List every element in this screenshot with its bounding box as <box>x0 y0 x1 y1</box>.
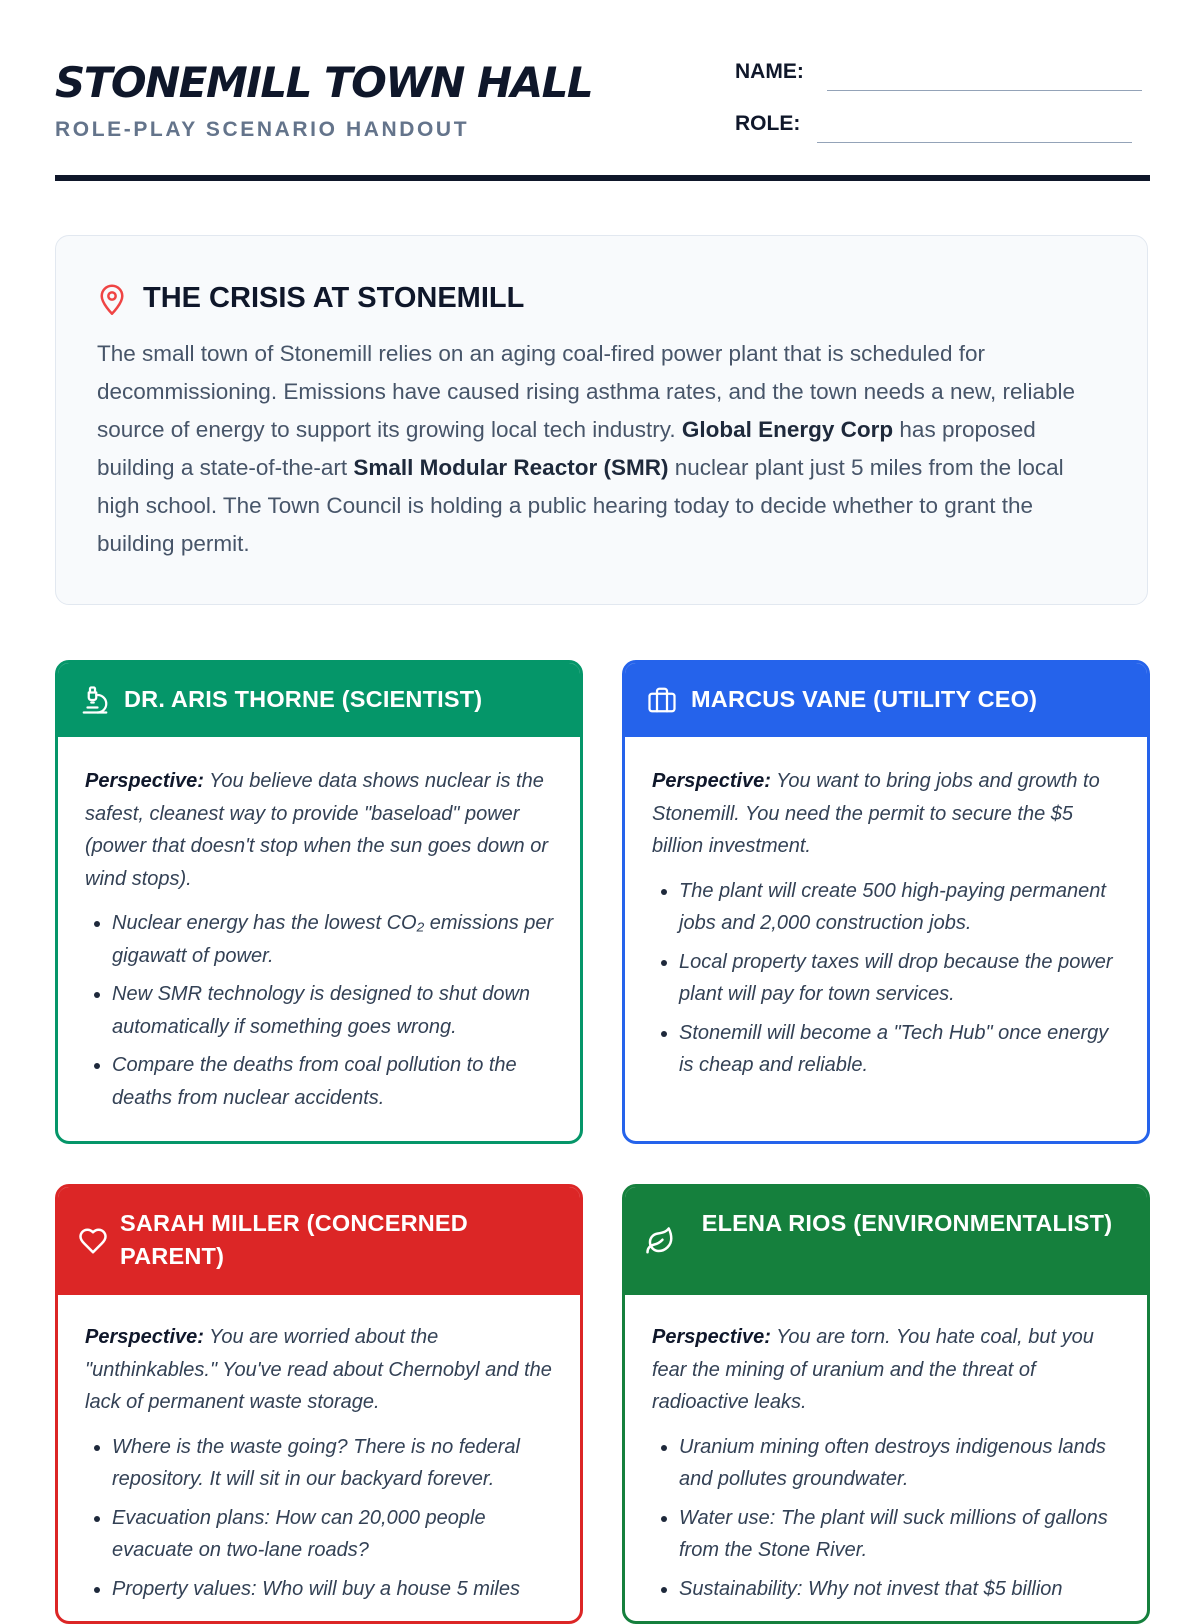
perspective-text: Perspective: You are torn. You hate coal, but you fear the mining of uranium and the threat of radioactive leaks. <box>652 1326 1094 1413</box>
talking-points <box>652 1431 1125 1606</box>
card-title: ELENA RIOS (ENVIRONMENTALIST) <box>701 1210 1113 1236</box>
list-item: • Water use: The plant will suck millions of gallons from the Stone River. <box>679 1502 1125 1567</box>
card-title: MARCUS VANE (UTILITY CEO) <box>691 686 1038 712</box>
role-card-ceo <box>622 660 1150 1144</box>
list-item: • Uranium mining often destroys indigenous lands and pollutes groundwater. <box>679 1431 1125 1496</box>
page-title: STONEMILL TOWN HALL <box>55 58 593 107</box>
role-card-scientist <box>55 660 583 1144</box>
perspective-text: Perspective: You are worried about the "unthinkables." You've read about Chernobyl and the lack of permanent waste storage. <box>85 1326 552 1413</box>
list-item: • Evacuation plans: How can 20,000 people evacuate on two-lane roads? <box>112 1502 558 1567</box>
card-header <box>58 1187 580 1295</box>
card-content <box>652 1321 1125 1611</box>
list-item: • Local property taxes will drop because the power plant will pay for town services. <box>679 946 1125 1011</box>
role-card-parent <box>55 1184 583 1624</box>
briefcase-icon <box>647 685 677 715</box>
page-subtitle: ROLE-PLAY SCENARIO HANDOUT <box>55 118 470 141</box>
talking-points <box>85 907 558 1114</box>
handout-header <box>55 52 1150 177</box>
list-item: • Compare the deaths from coal pollution to the deaths from nuclear accidents. <box>112 1049 558 1114</box>
card-header <box>625 663 1147 737</box>
list-item: • Nuclear energy has the lowest CO₂ emissions per gigawatt of power. <box>112 907 558 972</box>
role-card-environmentalist <box>622 1184 1150 1624</box>
list-item: • Sustainability: Why not invest that $5 billion <box>679 1573 1125 1606</box>
talking-points <box>85 1431 558 1606</box>
list-item: • Where is the waste going? There is no federal repository. It will sit in our backyard forever. <box>112 1431 558 1496</box>
role-blank-line <box>817 142 1132 143</box>
heart-icon <box>78 1226 108 1256</box>
role-label: ROLE: <box>735 112 801 135</box>
card-content <box>652 765 1125 1088</box>
name-blank-line <box>827 90 1142 91</box>
card-content <box>85 765 558 1120</box>
list-item: • Property values: Who will buy a house 5 miles <box>112 1573 558 1606</box>
card-header <box>58 663 580 737</box>
card-title: SARAH MILLER (CONCERNED PARENT) <box>120 1210 468 1269</box>
company-name: Global Energy Corp <box>681 417 894 442</box>
talking-points <box>652 875 1125 1082</box>
map-pin-icon <box>98 284 126 316</box>
header-divider <box>55 175 1150 181</box>
card-title: DR. ARIS THORNE (SCIENTIST) <box>124 686 483 712</box>
list-item: • Stonemill will become a "Tech Hub" once energy is cheap and reliable. <box>679 1017 1125 1082</box>
crisis-title: THE CRISIS AT STONEMILL <box>143 282 525 314</box>
crisis-section <box>55 235 1148 605</box>
perspective-text: Perspective: You want to bring jobs and growth to Stonemill. You need the permit to secure the $5 billion investment. <box>652 770 1100 857</box>
leaf-icon <box>645 1226 675 1256</box>
reactor-type: Small Modular Reactor (SMR) <box>353 455 669 480</box>
name-label: NAME: <box>735 60 804 83</box>
crisis-description: The small town of Stonemill relies on an aging coal-fired power plant that is scheduled for decommissioning. Emissions have caused rising asthma rates, and the town needs a new, reliable source of energy to support its growing local tech industry. Global Energy Corp has proposed building a state-of-the-art Small Modular Reactor (SMR) nuclear plant just 5 miles from the local high school. The Town Council is holding a public hearing today to decide whether to grant the building permit. <box>97 341 1076 556</box>
perspective-text: Perspective: You believe data shows nuclear is the safest, cleanest way to provide "baseload" power (power that doesn't stop when the sun goes down or wind stops). <box>85 770 548 890</box>
card-content <box>85 1321 558 1611</box>
list-item: • New SMR technology is designed to shut down automatically if something goes wrong. <box>112 978 558 1043</box>
microscope-icon <box>80 685 110 715</box>
list-item: • The plant will create 500 high-paying permanent jobs and 2,000 construction jobs. <box>679 875 1125 940</box>
card-header <box>625 1187 1147 1295</box>
